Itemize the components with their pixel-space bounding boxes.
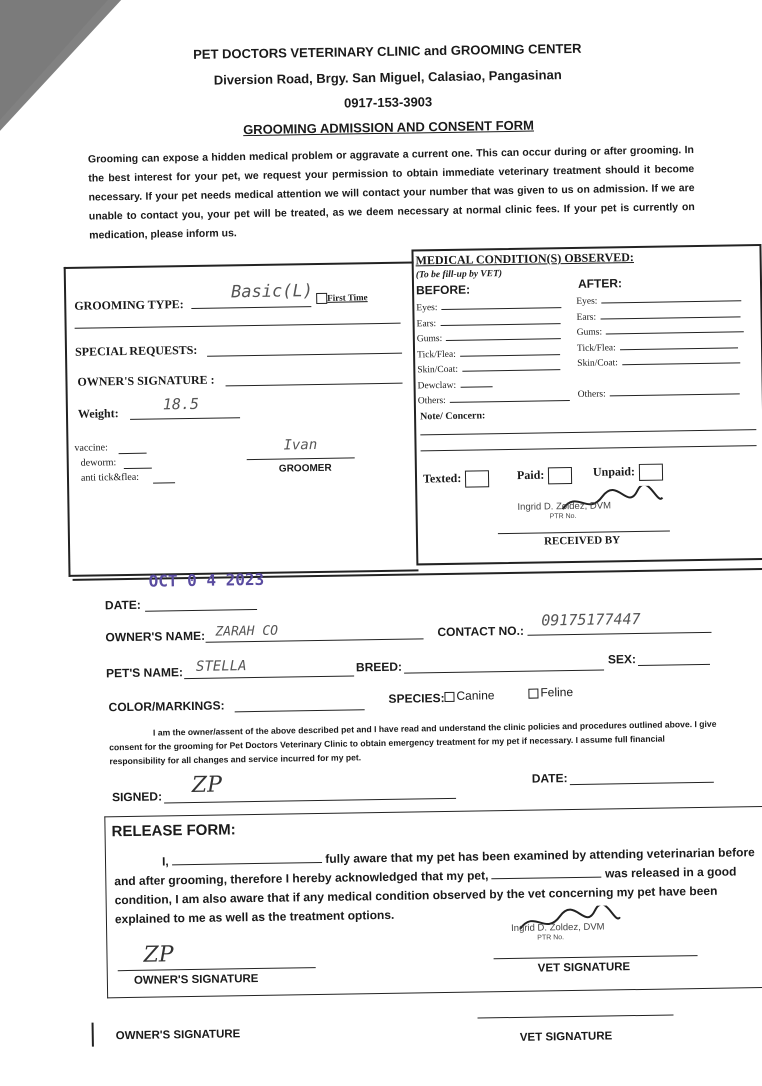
paid-field xyxy=(517,467,573,485)
weight-label: Weight: xyxy=(77,406,119,421)
release-text xyxy=(114,843,762,929)
release-vet-sig-line xyxy=(494,954,698,959)
special-requests-label: SPECIAL REQUESTS: xyxy=(74,342,198,359)
release-name-blank xyxy=(172,850,322,865)
feline-checkbox[interactable] xyxy=(528,689,538,699)
release-vet-sig-label: VET SIGNATURE xyxy=(537,961,631,975)
medical-subtitle: (To be fill-up by VET) xyxy=(415,269,503,281)
texted-checkbox[interactable] xyxy=(465,470,489,487)
vaccine-line xyxy=(119,452,147,454)
owner-signature-label: OWNER'S SIGNATURE : xyxy=(77,372,215,389)
note-line-2 xyxy=(421,444,757,451)
anti-tick-label: anti tick&flea: xyxy=(80,471,140,484)
consent-date-line xyxy=(570,781,714,785)
grooming-box xyxy=(64,261,419,576)
release-vet-stamp-prc: PTR No. xyxy=(537,934,565,942)
after-item: Gums: xyxy=(577,323,745,341)
release-owner-sig-label: OWNER'S SIGNATURE xyxy=(133,972,259,987)
after-label: AFTER: xyxy=(577,276,623,291)
received-by-label: RECEIVED BY xyxy=(543,534,621,548)
footer-vet-line xyxy=(477,1013,673,1018)
special-requests-line xyxy=(207,352,402,357)
medical-box xyxy=(411,244,762,565)
pet-name-line xyxy=(184,674,354,679)
contact-value: 09175177447 xyxy=(541,609,641,630)
after-item: Skin/Coat: xyxy=(577,354,745,372)
release-box xyxy=(104,806,762,998)
signed-line xyxy=(164,797,456,804)
clinic-phone: 0917-153-3903 xyxy=(343,94,433,111)
contact-line xyxy=(527,631,711,636)
grooming-type-value: Basic(L) xyxy=(230,281,314,303)
before-item: Skin/Coat: xyxy=(417,361,569,379)
note-label: Note/ Concern: xyxy=(419,410,486,423)
weight-line xyxy=(130,416,240,420)
clinic-name: PET DOCTORS VETERINARY CLINIC and GROOMING CENTER xyxy=(193,40,582,62)
grooming-type-label: GROOMING TYPE: xyxy=(74,297,184,313)
before-item: Others: xyxy=(418,392,570,410)
before-item: Ears: xyxy=(417,315,569,333)
sex-line xyxy=(638,663,710,666)
texted-label: Texted: xyxy=(422,470,462,486)
release-vet-stamp-name: Ingrid D. Zoldez, DVM xyxy=(511,921,605,935)
owner-signature-line xyxy=(226,382,403,387)
date-label: DATE: xyxy=(104,597,141,613)
unpaid-field xyxy=(593,464,663,482)
release-pet-blank xyxy=(492,865,602,880)
paid-checkbox[interactable] xyxy=(548,467,572,484)
footer-vet-sig-label: VET SIGNATURE xyxy=(519,1030,613,1044)
release-text-i: I, xyxy=(161,854,169,869)
deworm-line xyxy=(124,467,152,469)
signed-value: ZP xyxy=(191,772,223,799)
before-item: Eyes: xyxy=(416,299,568,317)
intro-paragraph: Grooming can expose a hidden medical problem or aggravate a current one. This can occur during or after grooming. In the best interest for your pet, we request your permission to obtain immediate veterinary treatment should it become necessary. If your pet needs medical attention we will contact your number that was given to us on admission. If we are unable to contact you, your pet will be treated, as we deem necessary at normal clinic fees. If your pet is currently on medication, please inform us. xyxy=(87,144,695,242)
date-line xyxy=(145,608,257,612)
canine-label: Canine xyxy=(456,688,495,703)
groomer-label: GROOMER xyxy=(278,462,332,475)
consent-text: I am the owner/assent of the above described pet and I have read and understand the clinic policies and procedures outlined above. I give consent for the grooming for Pet Doctors Veterinary Clinic to obtain emergency treatment for my pet if necessary. I assume full financial responsibility for all changes and service incurred for my pet. xyxy=(109,718,717,767)
footer-owner-sig-label: OWNER'S SIGNATURE xyxy=(115,1028,241,1043)
medical-title: MEDICAL CONDITION(S) OBSERVED: xyxy=(415,249,634,268)
weight-value: 18.5 xyxy=(162,394,200,414)
clinic-address: Diversion Road, Brgy. San Miguel, Calasiao, Pangasinan xyxy=(213,67,562,88)
pet-name-value: STELLA xyxy=(195,658,247,675)
release-owner-sig-value: ZP xyxy=(143,942,174,968)
after-item: Others: xyxy=(578,385,746,403)
release-text-end: was released in a good condition, I am also aware that if any medical condition observed by the vet concerning my pet have been explained to me as well as the treatment options. xyxy=(114,864,737,927)
unpaid-label: Unpaid: xyxy=(592,464,636,479)
date-stamp: OCT 0 4 2023 xyxy=(148,569,265,591)
note-line-1 xyxy=(420,428,756,435)
vet-stamp-prc: PTR No. xyxy=(549,512,577,521)
species-label: SPECIES: xyxy=(388,691,445,706)
form-title: GROOMING ADMISSION AND CONSENT FORM xyxy=(243,117,535,138)
consent-date-label: DATE: xyxy=(531,771,568,786)
before-list xyxy=(416,299,570,410)
before-item: Dewclaw: xyxy=(417,377,569,395)
release-title: RELEASE FORM: xyxy=(111,821,236,841)
groomer-value: Ivan xyxy=(283,436,318,454)
unpaid-checkbox[interactable] xyxy=(639,464,663,481)
color-label: COLOR/MARKINGS: xyxy=(108,698,225,715)
release-text-body: fully aware that my pet has been examined by attending veterinarian before and after grooming, therefore I hereby acknowledged that my pet, xyxy=(114,845,755,889)
after-item: Ears: xyxy=(576,308,744,326)
grooming-type-line xyxy=(191,305,311,309)
signed-label: SIGNED: xyxy=(111,789,163,805)
contact-label: CONTACT NO.: xyxy=(437,623,524,640)
owner-name-value: ZARAH CO xyxy=(215,623,279,640)
paid-label: Paid: xyxy=(516,467,545,483)
footer-edge-line xyxy=(92,1023,94,1047)
anti-tick-line xyxy=(153,481,175,483)
pet-name-label: PET'S NAME: xyxy=(105,665,184,681)
deworm-label: deworm: xyxy=(80,457,117,469)
before-item: Tick/Flea: xyxy=(417,346,569,364)
canine-checkbox[interactable] xyxy=(444,692,454,702)
color-line xyxy=(235,708,365,712)
breed-label: BREED: xyxy=(355,659,403,675)
breed-line xyxy=(404,669,604,674)
after-item: Tick/Flea: xyxy=(577,339,745,357)
vet-stamp-name: Ingrid D. Zoldez, DVM xyxy=(517,500,612,513)
owner-name-label: OWNER'S NAME: xyxy=(105,628,206,645)
texted-field xyxy=(423,470,489,488)
feline-label: Feline xyxy=(540,685,574,700)
first-time-checkbox[interactable] xyxy=(316,293,327,304)
sex-label: SEX: xyxy=(607,652,637,667)
groomer-line xyxy=(247,456,355,460)
received-by-line xyxy=(498,529,670,534)
after-list xyxy=(576,292,745,403)
before-label: BEFORE: xyxy=(415,282,471,298)
grooming-type-line-2 xyxy=(75,322,401,329)
first-time-label: First Time xyxy=(327,292,368,303)
after-item: Eyes: xyxy=(576,292,744,310)
before-item: Gums: xyxy=(417,330,569,348)
vaccine-label: vaccine: xyxy=(74,442,108,454)
